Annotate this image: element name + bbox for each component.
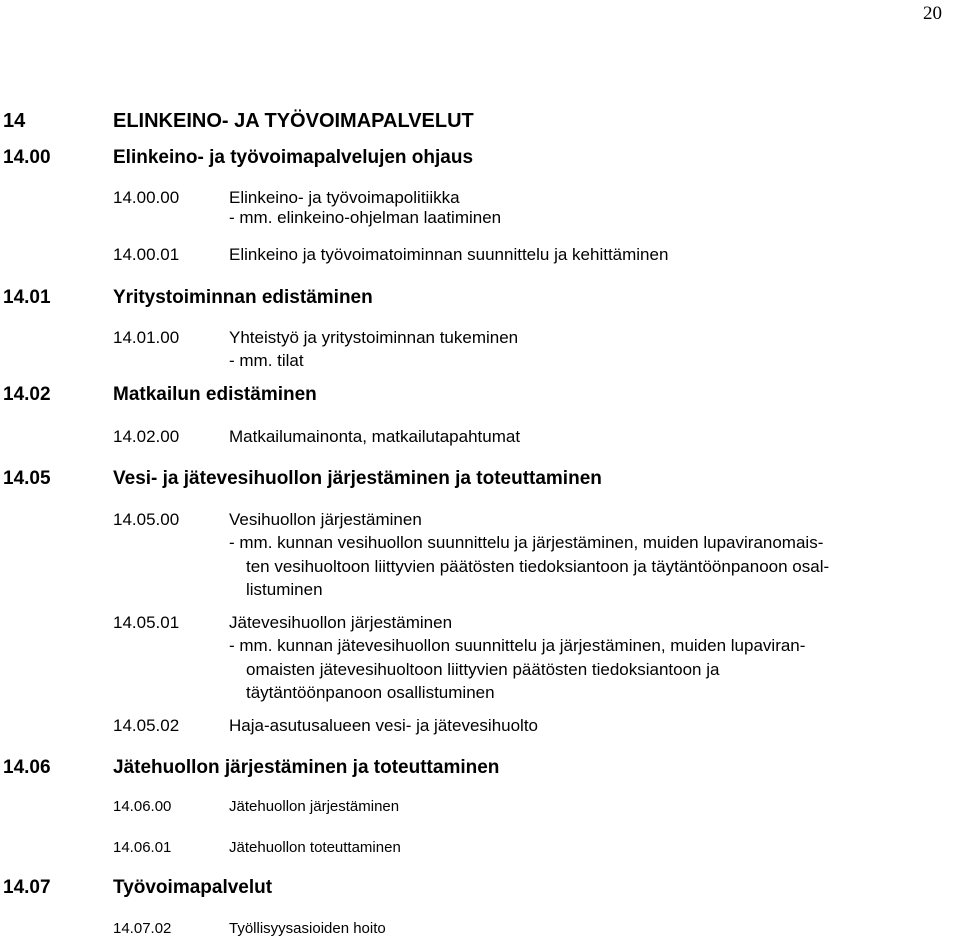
subsection-note-line: - mm. kunnan jätevesihuollon suunnittelu ja järjestäminen, muiden lupaviran- xyxy=(229,636,806,655)
subsection-note-line: - mm. kunnan vesihuollon suunnittelu ja järjestäminen, muiden lupaviranomais- xyxy=(229,533,824,552)
subsection-title: Jätehuollon järjestäminen xyxy=(229,798,400,815)
subsection-note-line: ten vesihuoltoon liittyvien päätösten tiedoksiantoon ja täytäntöönpanoon osal- xyxy=(246,557,830,576)
subsection-number: 14.05.02 xyxy=(113,716,180,735)
subsection-title: Elinkeino ja työvoimatoiminnan suunnittelu ja kehittäminen xyxy=(229,245,669,264)
subsection-title: Vesihuollon järjestäminen xyxy=(229,510,422,529)
subsection-note-line: omaisten jätevesihuoltoon liittyvien päätösten tiedoksiantoon ja xyxy=(246,660,720,679)
section-title: ELINKEINO- JA TYÖVOIMAPALVELUT xyxy=(113,110,474,132)
subsection-number: 14.00.00 xyxy=(113,188,180,207)
subsection-title: Jätevesihuollon järjestäminen xyxy=(229,613,453,632)
subsection-number: 14.07.02 xyxy=(113,920,172,937)
subsection-title: Yhteistyö ja yritystoiminnan tukeminen xyxy=(229,328,519,347)
subsection-number: 14.06.00 xyxy=(113,798,172,815)
subsection-title: Elinkeino- ja työvoimapolitiikka xyxy=(229,188,460,207)
section-number: 14.06 xyxy=(3,757,51,778)
subsection-title: Työllisyysasioiden hoito xyxy=(229,920,386,937)
section-number: 14.07 xyxy=(3,877,51,898)
section-number: 14.00 xyxy=(3,147,51,168)
subsection-note-line: listuminen xyxy=(246,580,323,599)
section-title: Vesi- ja jätevesihuollon järjestäminen ja toteuttaminen xyxy=(113,468,602,489)
section-number: 14.05 xyxy=(3,468,51,489)
subsection-note: - mm. tilat xyxy=(229,351,304,370)
section-number: 14.02 xyxy=(3,384,51,405)
subsection-note-line: täytäntöönpanoon osallistuminen xyxy=(246,683,495,702)
section-title: Työvoimapalvelut xyxy=(113,877,273,898)
subsection-number: 14.02.00 xyxy=(113,427,180,446)
subsection-number: 14.06.01 xyxy=(113,839,172,856)
subsection-title: Matkailumainonta, matkailutapahtumat xyxy=(229,427,521,446)
subsection-title: Haja-asutusalueen vesi- ja jätevesihuolto xyxy=(229,716,539,735)
subsection-number: 14.05.01 xyxy=(113,613,180,632)
subsection-number: 14.00.01 xyxy=(113,245,180,264)
section-title: Jätehuollon järjestäminen ja toteuttaminen xyxy=(113,757,500,778)
section-title: Elinkeino- ja työvoimapalvelujen ohjaus xyxy=(113,147,474,168)
subsection-number: 14.01.00 xyxy=(113,328,180,347)
section-number: 14.01 xyxy=(3,287,51,308)
section-title: Yritystoiminnan edistäminen xyxy=(113,287,373,308)
subsection-title: Jätehuollon toteuttaminen xyxy=(229,839,401,856)
section-number: 14 xyxy=(3,110,26,132)
page-number: 20 xyxy=(923,3,942,24)
subsection-number: 14.05.00 xyxy=(113,510,180,529)
section-title: Matkailun edistäminen xyxy=(113,384,317,405)
subsection-note: - mm. elinkeino-ohjelman laatiminen xyxy=(229,208,502,227)
